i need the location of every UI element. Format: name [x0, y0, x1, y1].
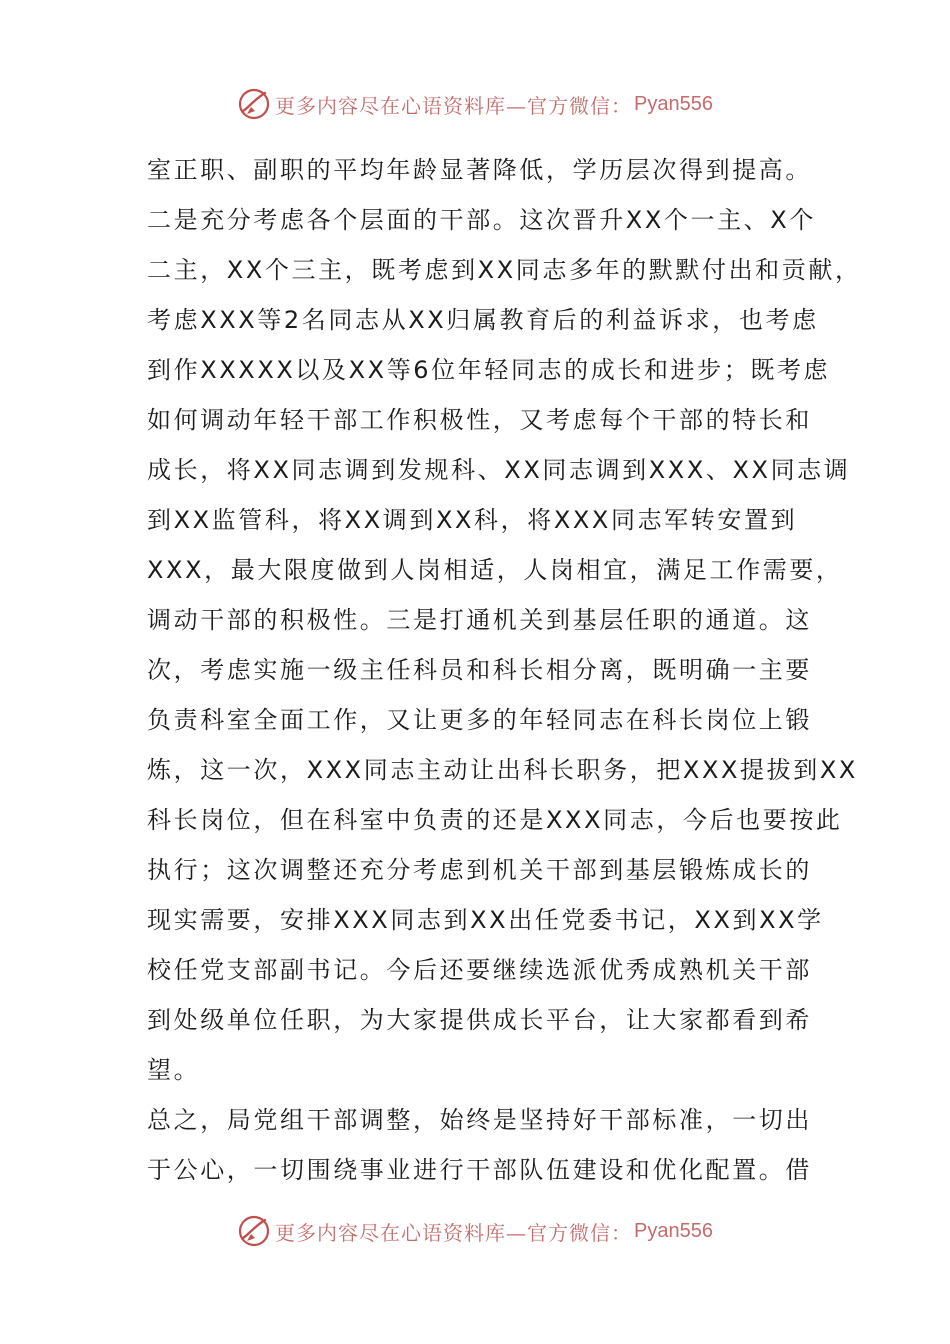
document-body [147, 148, 862, 1198]
text-line: 成长，将XX同志调到发规科、XX同志调到XXX、XX同志调 [147, 456, 851, 484]
text-line: 于公心，一切围绕事业进行干部队伍建设和优化配置。借 [147, 1156, 812, 1184]
text-line: 次，考虑实施一级主任科员和科长相分离，既明确一主要 [147, 656, 812, 684]
pen-logo-icon [237, 87, 271, 121]
header-watermark [0, 84, 950, 124]
pen-logo-icon [237, 1214, 271, 1248]
footer-watermark [0, 1211, 950, 1251]
watermark-id: Pyan556 [634, 1219, 713, 1242]
text-line: 执行；这次调整还充分考虑到机关干部到基层锻炼成长的 [147, 856, 812, 884]
text-line: 炼，这一次，XXX同志主动让出科长职务，把XXX提拔到XX [147, 756, 858, 784]
text-line: 负责科室全面工作，又让更多的年轻同志在科长岗位上锻 [147, 706, 812, 734]
watermark-text: 更多内容尽在心语资料库—官方微信： [275, 93, 633, 118]
text-line: 总之，局党组干部调整，始终是坚持好干部标准，一切出 [147, 1106, 812, 1134]
text-line: 考虑XXX等2名同志从XX归属教育后的利益诉求，也考虑 [147, 306, 819, 334]
watermark-text: 更多内容尽在心语资料库—官方微信： [275, 1220, 633, 1245]
text-line: 到XX监管科，将XX调到XX科，将XXX同志军转安置到 [147, 506, 798, 534]
text-line: XXX，最大限度做到人岗相适，人岗相宜，满足工作需要， [147, 556, 843, 584]
text-line: 校任党支部副书记。今后还要继续选派优秀成熟机关干部 [147, 956, 812, 984]
text-line: 望。 [147, 1056, 201, 1084]
text-line: 二是充分考虑各个层面的干部。这次晋升XX个一主、X个 [147, 206, 816, 234]
text-line: 现实需要，安排XXX同志到XX出任党委书记，XX到XX学 [147, 906, 824, 934]
text-line: 如何调动年轻干部工作积极性，又考虑每个干部的特长和 [147, 406, 812, 434]
text-line: 科长岗位，但在科室中负责的还是XXX同志，今后也要按此 [147, 806, 843, 834]
watermark-id: Pyan556 [634, 92, 713, 115]
text-line: 二主，XX个三主，既考虑到XX同志多年的默默付出和贡献， [147, 256, 862, 284]
text-line: 到作XXXXX以及XX等6位年轻同志的成长和进步；既考虑 [147, 356, 831, 384]
text-line: 到处级单位任职，为大家提供成长平台，让大家都看到希 [147, 1006, 812, 1034]
text-line: 室正职、副职的平均年龄显著降低，学历层次得到提高。 [147, 156, 812, 184]
text-line: 调动干部的积极性。三是打通机关到基层任职的通道。这 [147, 606, 812, 634]
